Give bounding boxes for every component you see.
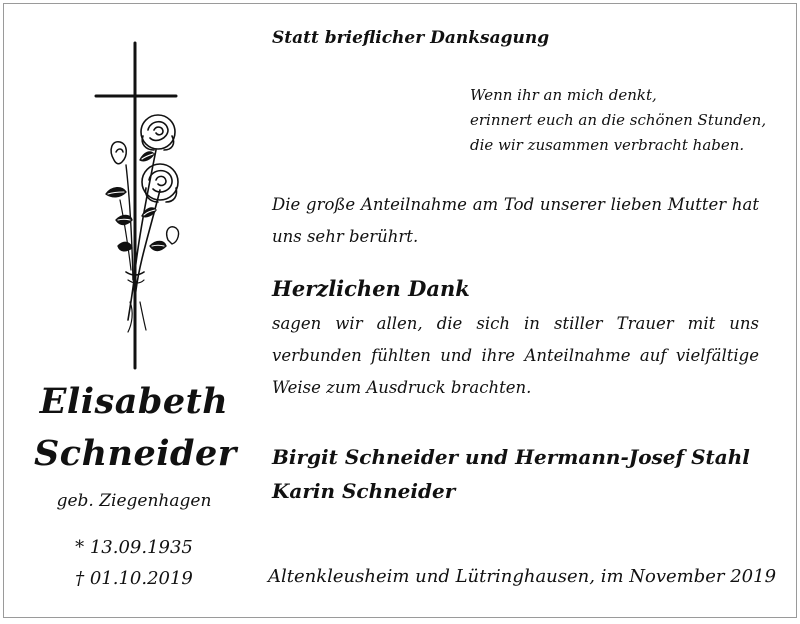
birth-name: geb. Ziegenhagen xyxy=(56,491,212,511)
quote-line: erinnert euch an die schönen Stunden, xyxy=(470,111,767,129)
thanks-heading: Herzlichen Dank xyxy=(272,276,470,301)
condolence-paragraph: Die große Anteilnahme am Tod unserer lieben Mutter hat uns sehr berührt. xyxy=(272,195,759,246)
notice-header: Statt brieflicher Danksagung xyxy=(272,28,550,48)
cross-with-roses-icon xyxy=(88,40,188,370)
deceased-last-name: Schneider xyxy=(34,433,237,474)
quote-line: die wir zusammen verbracht haben. xyxy=(470,136,745,154)
place-and-date: Altenkleusheim und Lütringhausen, im November 2019 xyxy=(268,566,777,587)
signature-line: Karin Schneider xyxy=(272,479,456,503)
memorial-quote xyxy=(470,83,780,158)
obituary-notice xyxy=(3,3,797,618)
quote-line: Wenn ihr an mich denkt, xyxy=(470,86,657,104)
death-date: † 01.10.2019 xyxy=(75,568,193,589)
thanks-paragraph: sagen wir allen, die sich in stiller Trauer mit uns verbunden fühlten und ihre Anteilnahme auf vielfältige Weise zum Ausdruck brachten. xyxy=(272,314,759,397)
signature-line: Birgit Schneider und Hermann-Josef Stahl xyxy=(272,445,750,469)
birth-date: * 13.09.1935 xyxy=(75,537,193,558)
deceased-first-name: Elisabeth xyxy=(39,381,229,422)
